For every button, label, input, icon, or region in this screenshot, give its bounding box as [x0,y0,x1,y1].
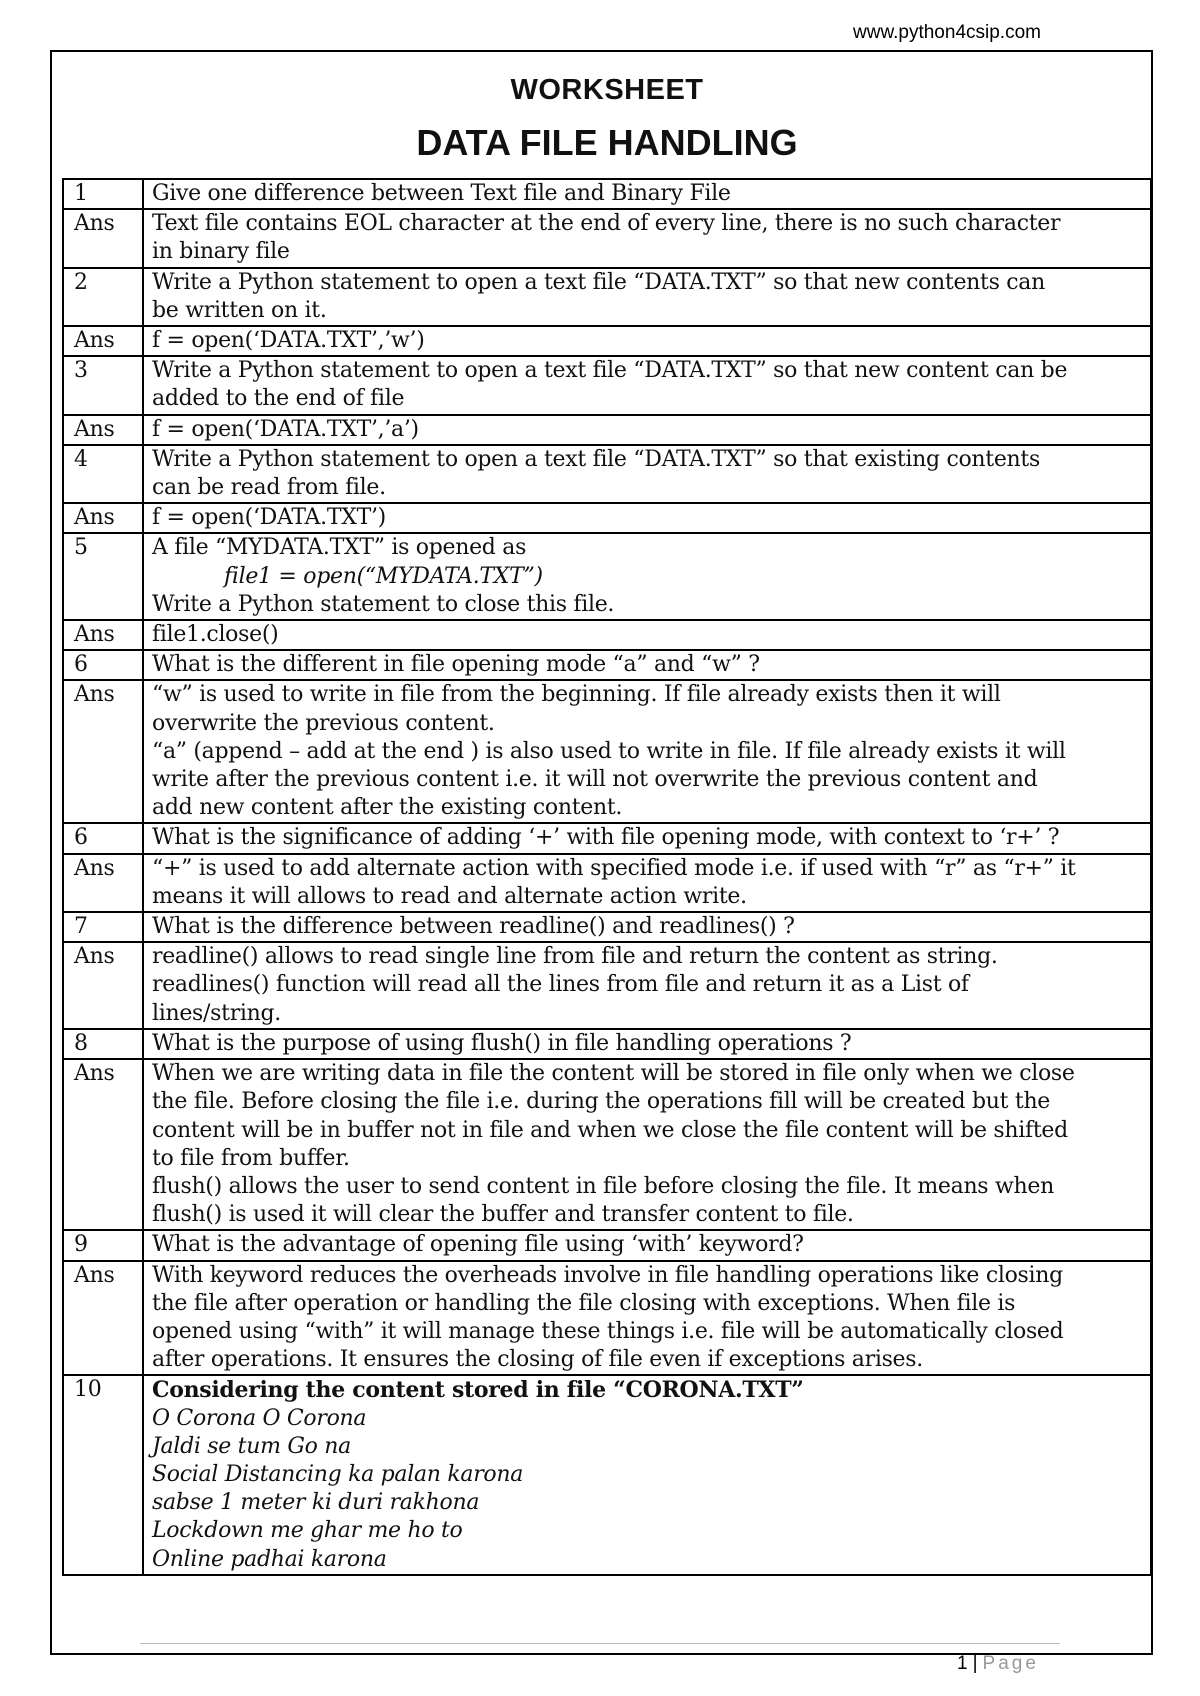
text-line: What is the difference between readline() and readlines() ? [152,914,795,940]
row-text [143,854,1151,912]
text-line: “a” (append – add at the end ) is also used to write in file. If file already exists it will [152,738,1066,764]
text-line: flush() allows the user to send content in file before closing the file. It means when [152,1173,1054,1199]
row-number: 4 [63,445,143,503]
row-number: Ans [63,942,143,1029]
table-row [63,680,1151,823]
code-line: file1 = open(“MYDATA.TXT”) [224,563,543,589]
table-row [63,179,1151,209]
poem-line: sabse 1 meter ki duri rakhona [152,1490,480,1516]
table-row [63,415,1151,445]
row-number: 6 [63,823,143,853]
text-line: Write a Python statement to open a text file “DATA.TXT” so that new content can be [152,358,1068,384]
table-row [63,650,1151,680]
row-number: 2 [63,268,143,326]
row-text [143,912,1151,942]
text-line: content will be in buffer not in file and when we close the file content will be shifted [152,1117,1068,1143]
row-text [143,1375,1151,1574]
table-row [63,533,1151,620]
site-url[interactable]: www.python4csip.com [853,22,1041,43]
row-text [143,823,1151,853]
table-row [63,854,1151,912]
row-text [143,268,1151,326]
row-text [143,942,1151,1029]
text-line: Write a Python statement to open a text file “DATA.TXT” so that new contents can [152,269,1045,295]
table-row [63,1230,1151,1260]
row-text [143,1029,1151,1059]
row-number: Ans [63,326,143,356]
text-line: after operations. It ensures the closing of file even if exceptions arises. [152,1347,923,1373]
row-number: 1 [63,179,143,209]
text-line: can be read from file. [152,475,386,501]
poem-line: O Corona O Corona [152,1405,367,1431]
table-row [63,823,1151,853]
row-text [143,1230,1151,1260]
text-line: f = open(‘DATA.TXT’) [152,505,386,531]
poem-line: Social Distancing ka palan karona [152,1461,524,1487]
page-separator: | [972,1653,978,1674]
text-line: opened using “with” it will manage these things i.e. file will be automatically closed [152,1318,1064,1344]
row-text [143,415,1151,445]
table-row [63,445,1151,503]
text-line: Write a Python statement to close this file. [152,591,615,617]
text-line: file1.close() [152,622,279,648]
table-row [63,356,1151,414]
table-row [63,1029,1151,1059]
qa-table [62,178,1152,1576]
table-row [63,326,1151,356]
page-number: 1 [957,1653,968,1674]
row-number: Ans [63,503,143,533]
row-number: 3 [63,356,143,414]
row-text [143,680,1151,823]
text-line: means it will allows to read and alternate action write. [152,883,747,909]
text-line: f = open(‘DATA.TXT’,’w’) [152,328,425,354]
row-text [143,445,1151,503]
row-number: 8 [63,1029,143,1059]
text-line: With keyword reduces the overheads involve in file handling operations like closing [152,1262,1063,1288]
row-number: 9 [63,1230,143,1260]
text-line: write after the previous content i.e. it will not overwrite the previous content and [152,767,1038,793]
row-number: Ans [63,1059,143,1230]
row-number: 5 [63,533,143,620]
text-line: Text file contains EOL character at the end of every line, there is no such character [152,211,1061,237]
text-line: readline() allows to read single line from file and return the content as string. [152,944,998,970]
table-row [63,1261,1151,1376]
poem-line: Lockdown me ghar me ho to [152,1518,463,1544]
row-number: Ans [63,620,143,650]
text-line: add new content after the existing content. [152,795,623,821]
row-number: Ans [63,209,143,267]
table-row [63,1059,1151,1230]
text-line: the file after operation or handling the file closing with exceptions. When file is [152,1290,1016,1316]
text-line: What is the advantage of opening file using ‘with’ keyword? [152,1232,804,1258]
table-row [63,1375,1151,1574]
row-text [143,650,1151,680]
row-number: 7 [63,912,143,942]
text-line: readlines() function will read all the lines from file and return it as a List of [152,972,969,998]
text-line: flush() is used it will clear the buffer and transfer content to file. [152,1202,854,1228]
row-text [143,503,1151,533]
table-row [63,503,1151,533]
text-line: Give one difference between Text file and Binary File [152,181,731,206]
text-line: the file. Before closing the file i.e. during the operations fill will be created but the [152,1089,1051,1115]
worksheet-subtitle: DATA FILE HANDLING [416,122,798,163]
text-line: A file “MYDATA.TXT” is opened as [152,535,527,561]
row-text [143,326,1151,356]
row-number: Ans [63,1261,143,1376]
table-row [63,942,1151,1029]
text-line: in binary file [152,239,290,265]
text-line: lines/string. [152,1000,281,1026]
text-line: What is the purpose of using flush() in file handling operations ? [152,1030,852,1056]
worksheet-title: WORKSHEET [510,74,704,106]
row-number: 10 [63,1375,143,1574]
row-text [143,179,1151,209]
row-number: Ans [63,680,143,823]
text-line: be written on it. [152,297,327,323]
question-heading: Considering the content stored in file “CORONA.TXT” [152,1377,804,1404]
poem-line: Jaldi se tum Go na [152,1433,351,1459]
row-number: Ans [63,854,143,912]
footer-divider [140,1643,1060,1644]
table-row [63,268,1151,326]
page-label: Page [982,1653,1039,1674]
row-text [143,620,1151,650]
table-row [63,209,1151,267]
text-line: What is the significance of adding ‘+’ with file opening mode, with context to ‘r+’ ? [152,825,1060,851]
table-row [63,912,1151,942]
page-footer [957,1653,1039,1675]
row-text [143,533,1151,620]
text-line: “w” is used to write in file from the beginning. If file already exists then it will [152,682,1001,708]
text-line: When we are writing data in file the content will be stored in file only when we close [152,1061,1075,1087]
text-line: Write a Python statement to open a text file “DATA.TXT” so that existing contents [152,446,1040,472]
row-text [143,1059,1151,1230]
row-text [143,209,1151,267]
row-number: 6 [63,650,143,680]
poem-line: Online padhai karona [152,1546,387,1572]
row-text [143,356,1151,414]
row-number: Ans [63,415,143,445]
text-line: overwrite the previous content. [152,710,495,736]
text-line: “+” is used to add alternate action with specified mode i.e. if used with “r” as “r+” it [152,855,1076,881]
text-line: added to the end of file [152,386,405,412]
text-line: What is the different in file opening mode “a” and “w” ? [152,652,760,678]
table-row [63,620,1151,650]
row-text [143,1261,1151,1376]
text-line: to file from buffer. [152,1145,350,1171]
text-line: f = open(‘DATA.TXT’,’a’) [152,416,419,442]
